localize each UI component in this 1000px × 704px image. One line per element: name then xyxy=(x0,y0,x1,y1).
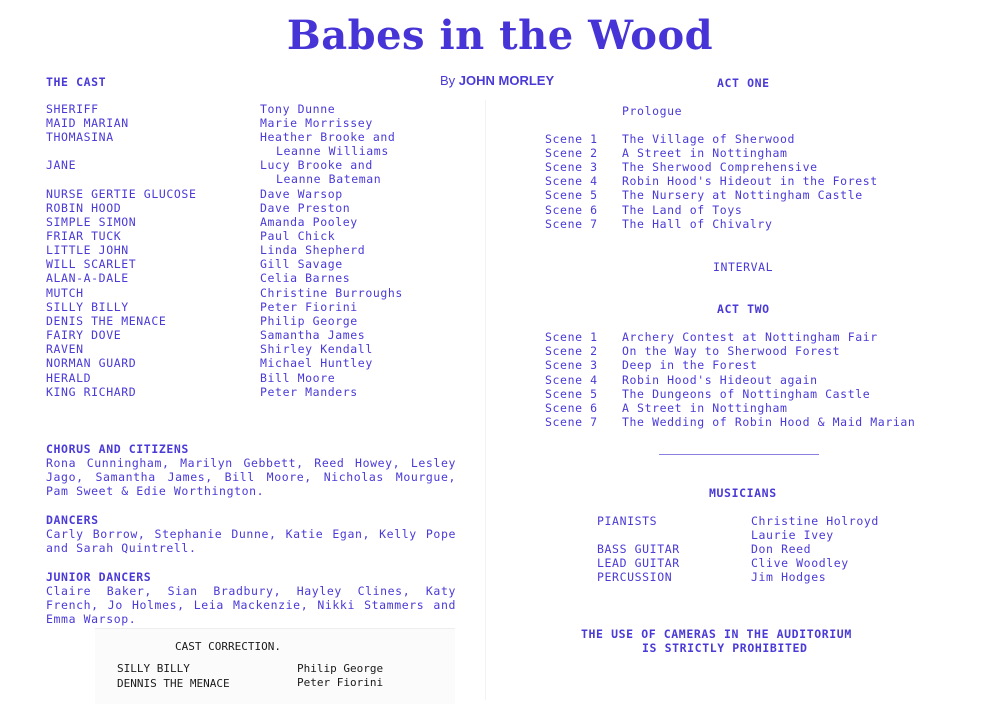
musician-name: Laurie Ivey xyxy=(751,528,834,542)
scene-name: The Wedding of Robin Hood & Maid Marian xyxy=(622,415,916,429)
cast-role: RAVEN xyxy=(46,342,84,356)
scene-label: Scene 4 xyxy=(545,373,598,387)
cast-actor: Marie Morrissey xyxy=(260,116,373,130)
scene-name: Deep in the Forest xyxy=(622,358,758,372)
correction-role: SILLY BILLY xyxy=(117,662,190,675)
cast-actor: Linda Shepherd xyxy=(260,243,366,257)
cast-actor: Shirley Kendall xyxy=(260,342,373,356)
musicians-heading: MUSICIANS xyxy=(709,486,777,500)
scene-label: Scene 5 xyxy=(545,188,598,202)
musician-name: Christine Holroyd xyxy=(751,514,879,528)
prologue: Prologue xyxy=(622,104,683,118)
cast-role: SILLY BILLY xyxy=(46,300,129,314)
cast-role: SHERIFF xyxy=(46,102,99,116)
cast-actor: Bill Moore xyxy=(260,371,336,385)
section-divider xyxy=(659,454,819,455)
scene-label: Scene 3 xyxy=(545,358,598,372)
camera-notice-line1: THE USE OF CAMERAS IN THE AUDITORIUM xyxy=(581,627,852,641)
cast-actor: Samantha James xyxy=(260,328,366,342)
junior-dancers-names: Claire Baker, Sian Bradbury, Hayley Clines, Katy French, Jo Holmes, Leia Mackenzie, Nikki Stammers and Emma Warsop. xyxy=(46,584,456,626)
interval-label: INTERVAL xyxy=(713,260,774,274)
cast-role: JANE xyxy=(46,158,77,172)
scene-name: A Street in Nottingham xyxy=(622,146,788,160)
musician-role: PIANISTS xyxy=(597,514,658,528)
scene-name: The Dungeons of Nottingham Castle xyxy=(622,387,871,401)
cast-actor: Paul Chick xyxy=(260,229,336,243)
cast-heading: THE CAST xyxy=(46,75,107,89)
cast-actor: Dave Warsop xyxy=(260,187,343,201)
programme-title: Babes in the Wood xyxy=(286,12,714,59)
scene-label: Scene 3 xyxy=(545,160,598,174)
scene-name: On the Way to Sherwood Forest xyxy=(622,344,841,358)
act-two-heading: ACT TWO xyxy=(717,302,770,316)
cast-role: MAID MARIAN xyxy=(46,116,129,130)
musician-role: BASS GUITAR xyxy=(597,542,680,556)
correction-role: DENNIS THE MENACE xyxy=(117,677,230,690)
musician-name: Don Reed xyxy=(751,542,812,556)
cast-actor: Gill Savage xyxy=(260,257,343,271)
cast-actor: Michael Huntley xyxy=(260,356,373,370)
scene-name: The Hall of Chivalry xyxy=(622,217,773,231)
cast-actor: Christine Burroughs xyxy=(260,286,403,300)
scene-name: Archery Contest at Nottingham Fair xyxy=(622,330,878,344)
cast-role: NORMAN GUARD xyxy=(46,356,137,370)
junior-dancers-heading: JUNIOR DANCERS xyxy=(46,570,152,584)
scene-label: Scene 1 xyxy=(545,132,598,146)
cast-actor: Leanne Bateman xyxy=(276,172,382,186)
cast-actor: Tony Dunne xyxy=(260,102,336,116)
cast-actor: Dave Preston xyxy=(260,201,351,215)
scene-label: Scene 2 xyxy=(545,344,598,358)
cast-role: KING RICHARD xyxy=(46,385,137,399)
scene-name: A Street in Nottingham xyxy=(622,401,788,415)
chorus-names: Rona Cunningham, Marilyn Gebbett, Reed Howey, Lesley Jago, Samantha James, Bill Moore, Nicholas Mourgue, Pam Sweet & Edie Worthington. xyxy=(46,456,456,498)
scene-label: Scene 6 xyxy=(545,203,598,217)
cast-role: ALAN-A-DALE xyxy=(46,271,129,285)
scene-name: Robin Hood's Hideout again xyxy=(622,373,818,387)
scene-label: Scene 6 xyxy=(545,401,598,415)
page-fold xyxy=(485,100,486,700)
cast-actor: Celia Barnes xyxy=(260,271,351,285)
cast-role: MUTCH xyxy=(46,286,84,300)
cast-actor: Leanne Williams xyxy=(276,144,389,158)
scene-label: Scene 7 xyxy=(545,217,598,231)
cast-actor: Philip George xyxy=(260,314,358,328)
musician-name: Jim Hodges xyxy=(751,570,827,584)
cast-role: THOMASINA xyxy=(46,130,114,144)
scene-label: Scene 7 xyxy=(545,415,598,429)
cast-role: FRIAR TUCK xyxy=(46,229,122,243)
scene-label: Scene 5 xyxy=(545,387,598,401)
cast-actor: Lucy Brooke and xyxy=(260,158,373,172)
dancers-heading: DANCERS xyxy=(46,513,99,527)
camera-notice-line2: IS STRICTLY PROHIBITED xyxy=(642,641,808,655)
scene-name: The Nursery at Nottingham Castle xyxy=(622,188,863,202)
scene-name: The Land of Toys xyxy=(622,203,743,217)
cast-role: NURSE GERTIE GLUCOSE xyxy=(46,187,197,201)
cast-role: HERALD xyxy=(46,371,92,385)
dancers-names: Carly Borrow, Stephanie Dunne, Katie Egan, Kelly Pope and Sarah Quintrell. xyxy=(46,527,456,555)
scene-label: Scene 1 xyxy=(545,330,598,344)
chorus-heading: CHORUS AND CITIZENS xyxy=(46,442,189,456)
byline-author: JOHN MORLEY xyxy=(458,73,555,88)
cast-role: LITTLE JOHN xyxy=(46,243,129,257)
cast-role: DENIS THE MENACE xyxy=(46,314,167,328)
cast-role: SIMPLE SIMON xyxy=(46,215,137,229)
musician-role: PERCUSSION xyxy=(597,570,673,584)
cast-actor: Peter Fiorini xyxy=(260,300,358,314)
cast-role: ROBIN HOOD xyxy=(46,201,122,215)
byline xyxy=(440,73,554,88)
correction-heading: CAST CORRECTION. xyxy=(175,640,281,653)
cast-role: FAIRY DOVE xyxy=(46,328,122,342)
cast-actor: Heather Brooke and xyxy=(260,130,396,144)
musician-name: Clive Woodley xyxy=(751,556,849,570)
cast-role: WILL SCARLET xyxy=(46,257,137,271)
cast-actor: Amanda Pooley xyxy=(260,215,358,229)
correction-actor: Peter Fiorini xyxy=(297,676,384,689)
scene-name: Robin Hood's Hideout in the Forest xyxy=(622,174,878,188)
correction-actor: Philip George xyxy=(297,662,384,675)
scene-label: Scene 2 xyxy=(545,146,598,160)
cast-actor: Peter Manders xyxy=(260,385,358,399)
musician-role: LEAD GUITAR xyxy=(597,556,680,570)
act-one-heading: ACT ONE xyxy=(717,76,770,90)
scene-label: Scene 4 xyxy=(545,174,598,188)
byline-by: By xyxy=(440,73,456,88)
scene-name: The Village of Sherwood xyxy=(622,132,796,146)
scene-name: The Sherwood Comprehensive xyxy=(622,160,818,174)
